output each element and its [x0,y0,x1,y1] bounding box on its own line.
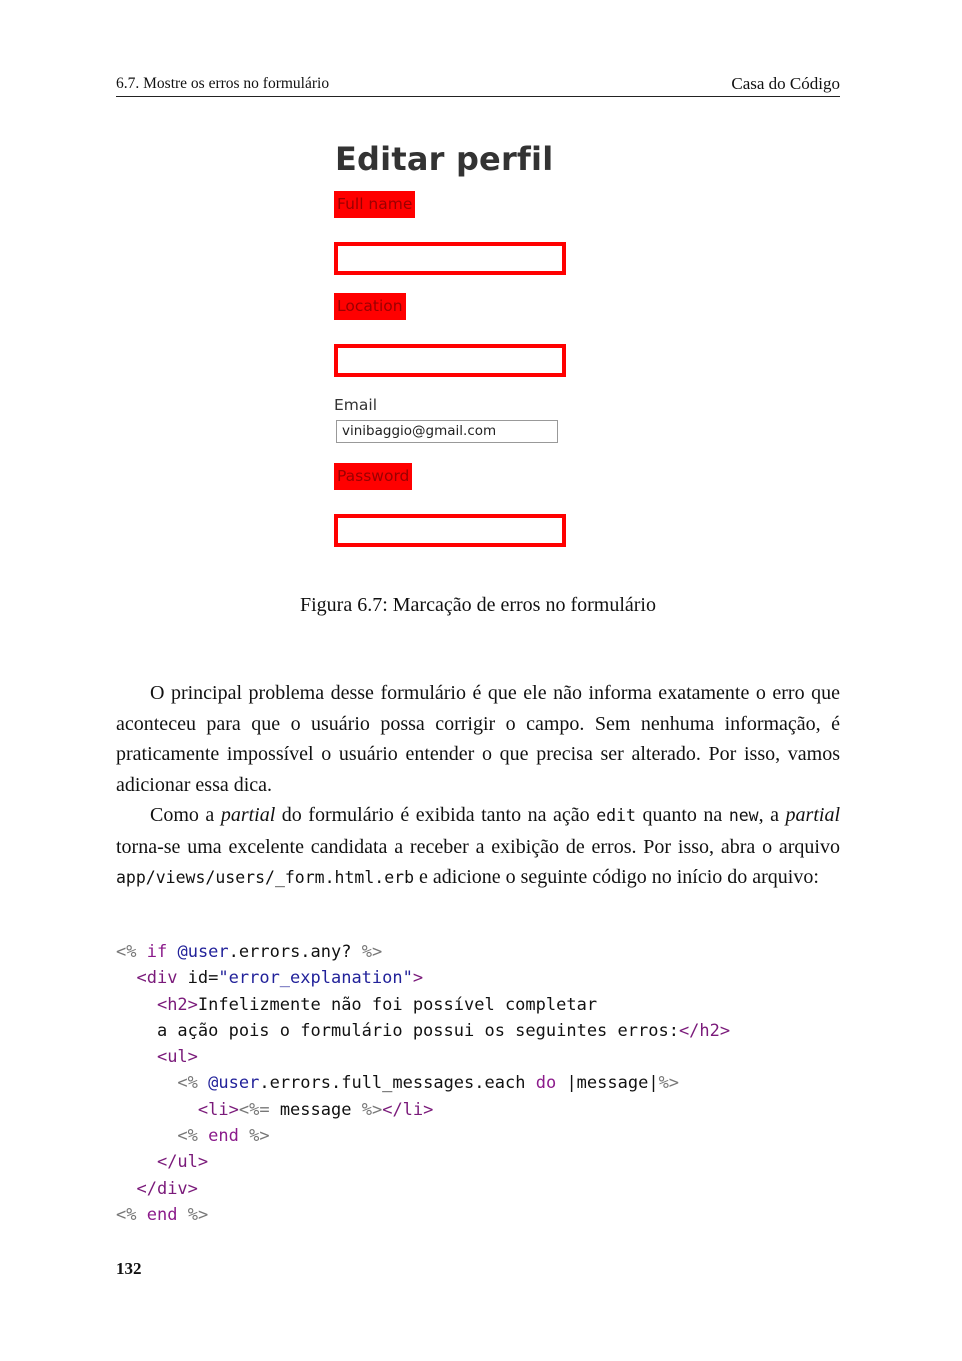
form-title: Editar perfil [335,140,554,178]
page-number: 132 [116,1259,142,1278]
location-input[interactable] [334,344,566,377]
location-label: Location [334,293,406,320]
section-title: 6.7. Mostre os erros no formulário [116,75,330,92]
book-title: Casa do Código [731,74,840,93]
body-text [116,678,840,894]
paragraph-1: O principal problema desse formulário é que ele não informa exatamente o erro que aconteceu para que o usuário possa corrigir o campo. Sem nenhuma informação, é praticamente impossível o usuário entender o que precisa ser alterado. Por isso, vamos adicionar essa dica. [116,682,840,796]
code-block: <% if @user.errors.any? %> <div id="error_explanation"> <h2>Infelizmente não foi possível completar a ação pois o formulário possui os seguintes erros:</h2> <ul> <% @user.errors.full_messages.each do |message|%> <li><%= message %></li> <% end %> </ul> </div> <% end %> [116,942,731,1225]
password-label: Password [334,463,412,490]
full-name-label: Full name [334,191,415,218]
email-label: Email [334,396,378,414]
full-name-input[interactable] [334,242,566,275]
email-input[interactable]: vinibaggio@gmail.com [336,420,558,443]
inline-code-file-path: app/views/users/_form.html.erb [116,868,415,887]
paragraph-2: Como a partial do formulário é exibida tanto na ação edit quanto na new, a partial torna-se uma excelente candidata a receber a exibição de erros. Por isso, abra o arquivo app/views/users/_form.html.erb e adicione o seguinte código no início do arquivo: [116,804,840,888]
figure-caption: Figura 6.7: Marcação de erros no formulário [300,594,656,616]
partial-emphasis: partial [220,804,276,826]
inline-code-edit: edit [596,806,636,825]
password-input[interactable] [334,514,566,547]
page-header [116,74,840,97]
inline-code-new: new [728,806,759,825]
figure-edit-profile-form [333,138,573,558]
partial-emphasis: partial [785,804,840,826]
